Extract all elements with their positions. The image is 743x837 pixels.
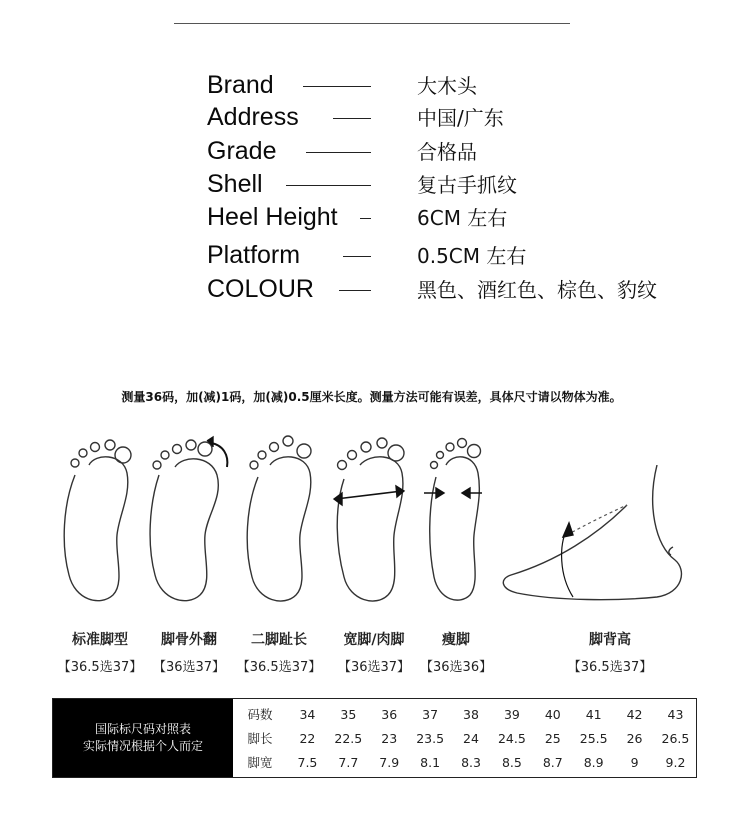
size-chart-grid (233, 699, 696, 777)
cell: 23 (381, 730, 398, 746)
cell: 22 (299, 730, 316, 746)
cell: 7.7 (338, 754, 359, 770)
size-chart-subtitle: 实际情况根据个人而定 (82, 739, 203, 753)
cell: 26.5 (661, 730, 690, 746)
foot-size-wide: 【36选37】 (337, 660, 411, 675)
cell: 9.2 (665, 754, 686, 770)
spec-row-colour (0, 274, 743, 306)
cell: 41 (585, 706, 602, 722)
cell: 8.5 (501, 754, 522, 770)
cell: 43 (667, 706, 684, 722)
foot-size-long-second-toe: 【36.5选37】 (236, 660, 322, 675)
cell: 25.5 (579, 730, 608, 746)
measurement-note: 测量36码，加(减)1码，加(减)0.5厘米长度。测量方法可能有误差，具体尺寸请以物体为准。 (121, 390, 622, 404)
cell: 8.3 (461, 754, 481, 770)
spec-label: Brand (207, 71, 274, 99)
cell: 25 (544, 730, 561, 746)
cell: 40 (544, 706, 561, 722)
cell: 42 (626, 706, 643, 722)
foot-title-long-second-toe: 二脚趾长 (251, 632, 307, 648)
foot-title-high-instep: 脚背高 (589, 632, 631, 648)
cell: 8.7 (542, 754, 563, 770)
cell: 8.1 (420, 754, 441, 770)
spec-value: 大木头 (417, 74, 477, 98)
cell: 24.5 (497, 730, 526, 746)
spec-value: 0.5CM 左右 (417, 244, 527, 268)
cell: 7.9 (379, 754, 400, 770)
size-row-length (233, 726, 696, 750)
foot-illustration-narrow (420, 435, 490, 613)
cell: 23.5 (416, 730, 445, 746)
cell: 39 (503, 706, 520, 722)
spec-label: Platform (207, 241, 301, 269)
size-row-size (233, 702, 696, 726)
cell: 38 (463, 706, 479, 722)
spec-label: Address (207, 103, 299, 131)
spec-value: 复古手抓纹 (417, 173, 517, 197)
spec-label: Shell (207, 170, 263, 198)
foot-title-bunion: 脚骨外翻 (161, 632, 217, 648)
foot-size-high-instep: 【36.5选37】 (567, 660, 653, 675)
spec-row-grade (0, 136, 743, 168)
cell: 7.5 (297, 754, 318, 770)
foot-size-narrow: 【36选36】 (420, 660, 493, 675)
spec-row-address (0, 102, 743, 134)
spec-connector (306, 152, 371, 153)
cell: 37 (422, 706, 439, 722)
size-chart (52, 698, 697, 778)
spec-value: 合格品 (417, 140, 477, 164)
foot-illustration-high-instep (497, 465, 697, 610)
row-header: 脚宽 (247, 755, 273, 770)
spec-value: 中国/广东 (417, 106, 504, 130)
spec-connector (339, 290, 371, 291)
row-header: 脚长 (247, 731, 273, 746)
spec-row-platform (0, 240, 743, 272)
cell: 8.9 (583, 754, 604, 770)
spec-connector (343, 256, 371, 257)
foot-illustration-bunion (145, 435, 235, 613)
cell: 26 (626, 730, 643, 746)
cell: 35 (340, 706, 357, 722)
cell: 24 (463, 730, 479, 746)
foot-illustration-wide (330, 435, 410, 613)
cell: 9 (630, 754, 639, 770)
cell: 36 (381, 706, 398, 722)
foot-title-standard: 标准脚型 (72, 632, 128, 648)
foot-size-standard: 【36.5选37】 (57, 660, 143, 675)
spec-connector (360, 218, 371, 219)
size-chart-header (53, 699, 233, 777)
foot-title-wide: 宽脚/肉脚 (343, 632, 405, 648)
cell: 22.5 (334, 730, 363, 746)
spec-label: Grade (207, 137, 277, 165)
spec-row-brand (0, 70, 743, 102)
spec-connector (333, 118, 371, 119)
size-row-width (233, 750, 696, 774)
cell: 34 (299, 706, 316, 722)
spec-connector (303, 86, 371, 87)
row-header: 码数 (247, 707, 273, 722)
spec-label: Heel Height (207, 203, 338, 231)
spec-label: COLOUR (207, 275, 314, 303)
spec-row-heel-height (0, 202, 743, 234)
spec-value: 黑色、酒红色、棕色、豹纹 (417, 278, 657, 302)
foot-illustration-standard (55, 435, 135, 613)
spec-value: 6CM 左右 (417, 206, 508, 230)
size-chart-title: 国际标尺码对照表 (94, 722, 191, 736)
foot-illustration-long-second-toe (240, 435, 320, 613)
foot-size-bunion: 【36选37】 (152, 660, 226, 675)
spec-row-shell (0, 169, 743, 201)
foot-title-narrow: 瘦脚 (442, 632, 470, 648)
spec-connector (286, 185, 371, 186)
top-divider (174, 23, 570, 24)
